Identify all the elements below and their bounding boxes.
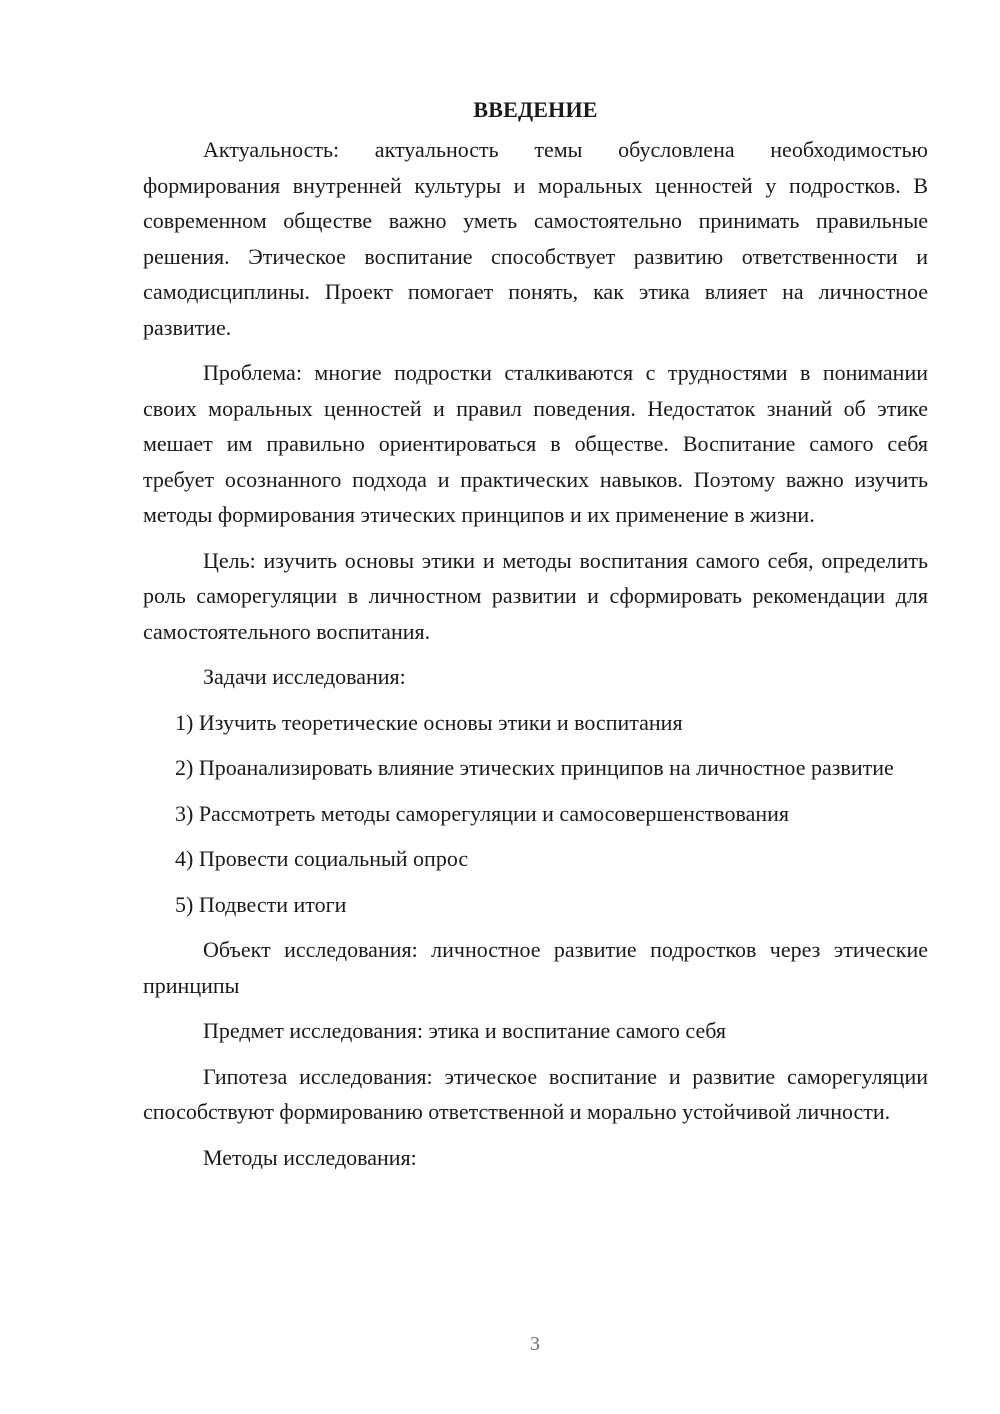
methods-heading: Методы исследования: [203, 1144, 417, 1170]
object-paragraph: Объект исследования: личностное развитие подростков через этические принципы [143, 937, 928, 998]
page-number: 3 [530, 1333, 540, 1355]
task-item-1: 1) Изучить теоретические основы этики и воспитания [175, 709, 683, 735]
subject-paragraph: Предмет исследования: этика и воспитание самого себя [203, 1018, 726, 1043]
problem-paragraph: Проблема: многие подростки сталкиваются с трудностями в понимании своих моральных ценностей и правил поведения. Недостаток знаний об этике мешает им правильно ориентироваться в обществе. Воспитание самого себя требует осознанного подхода и практических навыков. Поэтому важно изучить методы формирования этических принципов и их применение в жизни. [143, 360, 928, 527]
document-page [143, 92, 928, 1185]
relevance-paragraph: Актуальность: актуальность темы обусловлена необходимостью формирования внутренней культуры и моральных ценностей у подростков. В современном обществе важно уметь самостоятельно принимать правильные решения. Этическое воспитание способствует развитию ответственности и самодисциплины. Проект помогает понять, как этика влияет на личностное развитие. [143, 137, 928, 340]
hypothesis-paragraph: Гипотеза исследования: этическое воспитание и развитие саморегуляции способствуют формированию ответственной и морально устойчивой личности. [143, 1063, 928, 1124]
section-title: ВВЕДЕНИЕ [473, 97, 598, 122]
task-item-3: 3) Рассмотреть методы саморегуляции и самосовершенствования [175, 800, 790, 826]
task-item-2: 2) Проанализировать влияние этических принципов на личностное развитие [175, 755, 894, 780]
tasks-heading: Задачи исследования: [203, 664, 406, 689]
task-item-4: 4) Провести социальный опрос [175, 846, 469, 871]
task-item-5: 5) Подвести итоги [175, 891, 347, 917]
goal-paragraph: Цель: изучить основы этики и методы воспитания самого себя, определить роль саморегуляции в личностном развитии и сформировать рекомендации для самостоятельного воспитания. [143, 547, 928, 644]
